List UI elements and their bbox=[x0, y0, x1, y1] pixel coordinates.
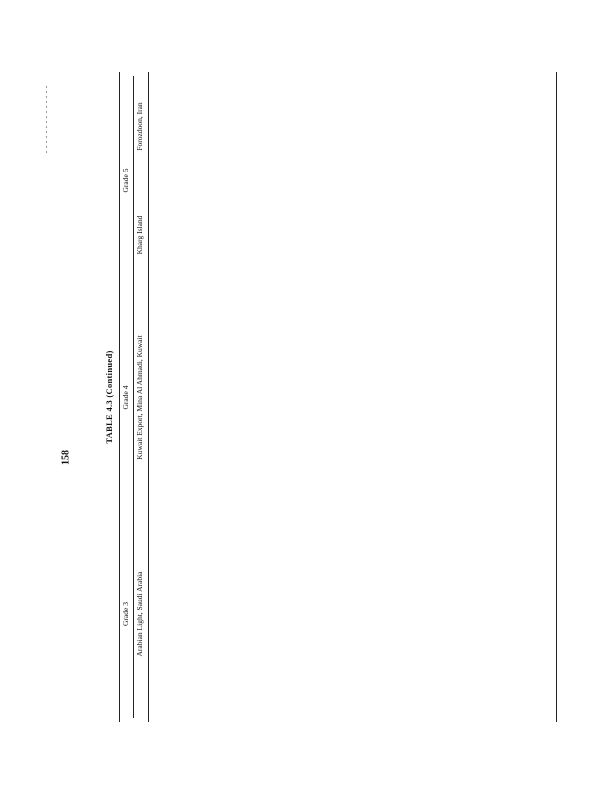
table-cell bbox=[452, 400, 462, 502]
table-cell bbox=[342, 400, 352, 502]
table-cell bbox=[312, 292, 322, 394]
table-cell bbox=[212, 183, 222, 285]
table-cell bbox=[522, 617, 532, 719]
table-cell bbox=[422, 75, 432, 177]
table-cell bbox=[252, 400, 262, 502]
table-cell bbox=[182, 292, 192, 394]
table-cell bbox=[312, 508, 322, 610]
grade-header-4: Grade 4 bbox=[121, 385, 130, 410]
table-cell bbox=[362, 400, 372, 502]
header-bottom-rule bbox=[148, 72, 149, 722]
table-cell bbox=[302, 75, 312, 177]
table-cell bbox=[432, 292, 442, 394]
table-cell bbox=[212, 292, 222, 394]
table-cell bbox=[202, 75, 212, 177]
table-cell bbox=[262, 508, 272, 610]
table-cell bbox=[512, 292, 522, 394]
table-cell bbox=[222, 292, 232, 394]
table-cell bbox=[162, 617, 172, 719]
crude-header-kuwait-export: Kuwait Export, Mina Al Ahmadi, Kuwait bbox=[135, 335, 144, 460]
table-cell bbox=[382, 292, 392, 394]
table-cell bbox=[192, 617, 202, 719]
table-cell bbox=[492, 75, 502, 177]
table-cell bbox=[252, 617, 262, 719]
table-cell bbox=[322, 400, 332, 502]
table-cell bbox=[452, 183, 462, 285]
table-cell bbox=[492, 183, 502, 285]
margin-mark bbox=[44, 86, 50, 156]
table-cell bbox=[532, 292, 542, 394]
table-cell bbox=[242, 183, 252, 285]
table-cell bbox=[292, 75, 302, 177]
table-cell bbox=[262, 292, 272, 394]
table-column bbox=[162, 292, 554, 394]
table-cell bbox=[472, 292, 482, 394]
table-cell bbox=[402, 75, 412, 177]
table-column bbox=[162, 75, 554, 177]
table-cell bbox=[162, 400, 172, 502]
table-cell bbox=[302, 617, 312, 719]
table-cell bbox=[172, 75, 182, 177]
table-cell bbox=[442, 400, 452, 502]
table-cell bbox=[502, 75, 512, 177]
table-top-rule bbox=[119, 72, 120, 722]
table-cell bbox=[382, 508, 392, 610]
grade-header-3: Grade 3 bbox=[121, 602, 130, 626]
table-cell bbox=[202, 400, 212, 502]
table-cell bbox=[302, 400, 312, 502]
table-cell bbox=[162, 183, 172, 285]
table-cell bbox=[282, 183, 292, 285]
table-cell bbox=[462, 400, 472, 502]
table-cell bbox=[382, 75, 392, 177]
table-cell bbox=[402, 292, 412, 394]
table-cell bbox=[472, 508, 482, 610]
table-cell bbox=[232, 183, 242, 285]
table-cell bbox=[362, 617, 372, 719]
table-cell bbox=[292, 183, 302, 285]
table-cell bbox=[192, 183, 202, 285]
table-cell bbox=[482, 508, 492, 610]
table-cell bbox=[332, 617, 342, 719]
table-cell bbox=[382, 400, 392, 502]
table-cell bbox=[282, 508, 292, 610]
table-cell bbox=[432, 75, 442, 177]
table-cell bbox=[502, 508, 512, 610]
table-cell bbox=[392, 75, 402, 177]
table-cell bbox=[252, 508, 262, 610]
table-column bbox=[162, 183, 554, 285]
table-cell bbox=[372, 400, 382, 502]
table-cell bbox=[162, 75, 172, 177]
table-cell bbox=[322, 75, 332, 177]
table-cell bbox=[322, 508, 332, 610]
table-cell bbox=[252, 75, 262, 177]
table-cell bbox=[422, 400, 432, 502]
table-cell bbox=[472, 617, 482, 719]
table-cell bbox=[172, 292, 182, 394]
table-cell bbox=[292, 292, 302, 394]
table-cell bbox=[202, 292, 212, 394]
table-cell bbox=[272, 75, 282, 177]
table-cell bbox=[282, 75, 292, 177]
table-cell bbox=[362, 508, 372, 610]
table-cell bbox=[512, 508, 522, 610]
grade-rule bbox=[133, 76, 134, 718]
table-cell bbox=[262, 400, 272, 502]
table-cell bbox=[212, 75, 222, 177]
table-cell bbox=[282, 617, 292, 719]
table-cell bbox=[522, 292, 532, 394]
table-cell bbox=[372, 75, 382, 177]
table-cell bbox=[242, 75, 252, 177]
table-cell bbox=[462, 292, 472, 394]
table-cell bbox=[362, 183, 372, 285]
table-cell bbox=[192, 292, 202, 394]
table-cell bbox=[162, 508, 172, 610]
table-cell bbox=[402, 508, 412, 610]
table-cell bbox=[372, 508, 382, 610]
table-cell bbox=[342, 508, 352, 610]
table-cell bbox=[322, 617, 332, 719]
table-cell bbox=[202, 617, 212, 719]
table-cell bbox=[402, 183, 412, 285]
table-cell bbox=[352, 508, 362, 610]
table-cell bbox=[432, 400, 442, 502]
table-cell bbox=[242, 508, 252, 610]
table-cell bbox=[522, 75, 532, 177]
table-cell bbox=[222, 183, 232, 285]
table-cell bbox=[532, 508, 542, 610]
table-cell bbox=[222, 617, 232, 719]
table-cell bbox=[412, 508, 422, 610]
table-column bbox=[162, 400, 554, 502]
table-cell bbox=[442, 183, 452, 285]
table-cell bbox=[172, 400, 182, 502]
table-cell bbox=[282, 292, 292, 394]
table-cell bbox=[202, 508, 212, 610]
table-cell bbox=[522, 508, 532, 610]
table-cell bbox=[272, 183, 282, 285]
table-cell bbox=[362, 292, 372, 394]
table-cell bbox=[372, 183, 382, 285]
table-cell bbox=[412, 292, 422, 394]
table-cell bbox=[192, 75, 202, 177]
table-cell bbox=[482, 292, 492, 394]
table-cell bbox=[262, 183, 272, 285]
table-cell bbox=[342, 183, 352, 285]
table-cell bbox=[352, 183, 362, 285]
table-cell bbox=[492, 617, 502, 719]
table-cell bbox=[292, 617, 302, 719]
table-cell bbox=[292, 508, 302, 610]
table-cell bbox=[472, 183, 482, 285]
table-cell bbox=[342, 292, 352, 394]
table-cell bbox=[512, 400, 522, 502]
table-cell bbox=[232, 400, 242, 502]
table-cell bbox=[472, 75, 482, 177]
table-cell bbox=[452, 617, 462, 719]
table-cell bbox=[392, 400, 402, 502]
table-cell bbox=[312, 400, 322, 502]
table-cell bbox=[232, 617, 242, 719]
table-cell bbox=[222, 508, 232, 610]
table-cell bbox=[502, 400, 512, 502]
table-cell bbox=[352, 75, 362, 177]
table-cell bbox=[452, 75, 462, 177]
table-cell bbox=[492, 400, 502, 502]
table-cell bbox=[202, 183, 212, 285]
table-cell bbox=[212, 508, 222, 610]
table-cell bbox=[482, 400, 492, 502]
table-cell bbox=[442, 617, 452, 719]
table-cell bbox=[232, 75, 242, 177]
table-cell bbox=[412, 400, 422, 502]
table-cell bbox=[462, 183, 472, 285]
table-cell bbox=[482, 617, 492, 719]
table-cell bbox=[402, 617, 412, 719]
table-cell bbox=[352, 292, 362, 394]
table-cell bbox=[182, 400, 192, 502]
table-cell bbox=[342, 75, 352, 177]
table-cell bbox=[312, 617, 322, 719]
table-cell bbox=[272, 292, 282, 394]
table-cell bbox=[372, 617, 382, 719]
table-cell bbox=[462, 75, 472, 177]
table-cell bbox=[252, 292, 262, 394]
table-cell bbox=[362, 75, 372, 177]
table-column bbox=[162, 508, 554, 610]
table-bottom-rule bbox=[556, 72, 557, 722]
table-cell bbox=[422, 508, 432, 610]
table-cell bbox=[232, 508, 242, 610]
table-cell bbox=[492, 292, 502, 394]
table-cell bbox=[162, 292, 172, 394]
table-cell bbox=[172, 617, 182, 719]
rotated-table bbox=[104, 72, 560, 722]
table-cell bbox=[392, 292, 402, 394]
page-number: 158 bbox=[60, 450, 72, 465]
table-cell bbox=[422, 183, 432, 285]
table-cell bbox=[252, 183, 262, 285]
table-cell bbox=[242, 617, 252, 719]
table-column bbox=[162, 617, 554, 719]
table-cell bbox=[502, 617, 512, 719]
table-cell bbox=[332, 508, 342, 610]
table-cell bbox=[412, 75, 422, 177]
table-title: TABLE 4.3 (Continued) bbox=[104, 350, 114, 444]
table-cell bbox=[302, 292, 312, 394]
table-cell bbox=[512, 617, 522, 719]
table-cell bbox=[462, 617, 472, 719]
table-cell bbox=[442, 292, 452, 394]
table-cell bbox=[222, 400, 232, 502]
table-cell bbox=[372, 292, 382, 394]
table-cell bbox=[282, 400, 292, 502]
table-cell bbox=[292, 400, 302, 502]
crude-header-forozdoon: Forozdoon, Iran bbox=[135, 102, 144, 151]
table-cell bbox=[312, 183, 322, 285]
table-cell bbox=[392, 183, 402, 285]
table-cell bbox=[322, 183, 332, 285]
table-cell bbox=[532, 183, 542, 285]
table-cell bbox=[432, 508, 442, 610]
table-cell bbox=[492, 508, 502, 610]
table-cell bbox=[482, 183, 492, 285]
table-cell bbox=[382, 183, 392, 285]
table-cell bbox=[502, 292, 512, 394]
table-cell bbox=[182, 183, 192, 285]
table-cell bbox=[452, 508, 462, 610]
crude-header-arabian-light: Arabian Light, Saudi Arabia bbox=[135, 571, 144, 657]
table-cell bbox=[342, 617, 352, 719]
table-cell bbox=[452, 292, 462, 394]
table-cell bbox=[192, 400, 202, 502]
table-cell bbox=[522, 183, 532, 285]
table-cell bbox=[332, 400, 342, 502]
table-cell bbox=[402, 400, 412, 502]
table-cell bbox=[182, 617, 192, 719]
table-cell bbox=[272, 508, 282, 610]
table-cell bbox=[442, 75, 452, 177]
table-cell bbox=[382, 617, 392, 719]
table-cell bbox=[412, 617, 422, 719]
table-cell bbox=[392, 617, 402, 719]
table-cell bbox=[172, 508, 182, 610]
table-cell bbox=[432, 617, 442, 719]
table-cell bbox=[232, 292, 242, 394]
table-cell bbox=[302, 183, 312, 285]
table-cell bbox=[502, 183, 512, 285]
table-cell bbox=[262, 75, 272, 177]
table-cell bbox=[442, 508, 452, 610]
table-cell bbox=[532, 400, 542, 502]
table-cell bbox=[532, 617, 542, 719]
table-cell bbox=[312, 75, 322, 177]
table-cell bbox=[272, 400, 282, 502]
table-cell bbox=[242, 292, 252, 394]
table-cell bbox=[532, 75, 542, 177]
table-cell bbox=[262, 617, 272, 719]
table-cell bbox=[432, 183, 442, 285]
table-cell bbox=[302, 508, 312, 610]
table-cell bbox=[472, 400, 482, 502]
table-cell bbox=[222, 75, 232, 177]
table-cell bbox=[192, 508, 202, 610]
table-cell bbox=[512, 183, 522, 285]
table-cell bbox=[462, 508, 472, 610]
table-cell bbox=[212, 617, 222, 719]
table-cell bbox=[392, 508, 402, 610]
table-cell bbox=[272, 617, 282, 719]
table-cell bbox=[512, 75, 522, 177]
table-cell bbox=[332, 292, 342, 394]
table-cell bbox=[182, 508, 192, 610]
table-cell bbox=[422, 617, 432, 719]
table-cell bbox=[332, 75, 342, 177]
table-cell bbox=[352, 400, 362, 502]
table-cell bbox=[422, 292, 432, 394]
crude-header-kharg-island: Kharg Island bbox=[135, 215, 144, 255]
table-cell bbox=[412, 183, 422, 285]
table-cell bbox=[522, 400, 532, 502]
table-cell bbox=[242, 400, 252, 502]
table-cell bbox=[352, 617, 362, 719]
table-cell bbox=[482, 75, 492, 177]
table-cell bbox=[172, 183, 182, 285]
table-cell bbox=[332, 183, 342, 285]
grade-header-5: Grade 5 bbox=[121, 168, 130, 193]
table-cell bbox=[322, 292, 332, 394]
table-cell bbox=[182, 75, 192, 177]
table-cell bbox=[212, 400, 222, 502]
